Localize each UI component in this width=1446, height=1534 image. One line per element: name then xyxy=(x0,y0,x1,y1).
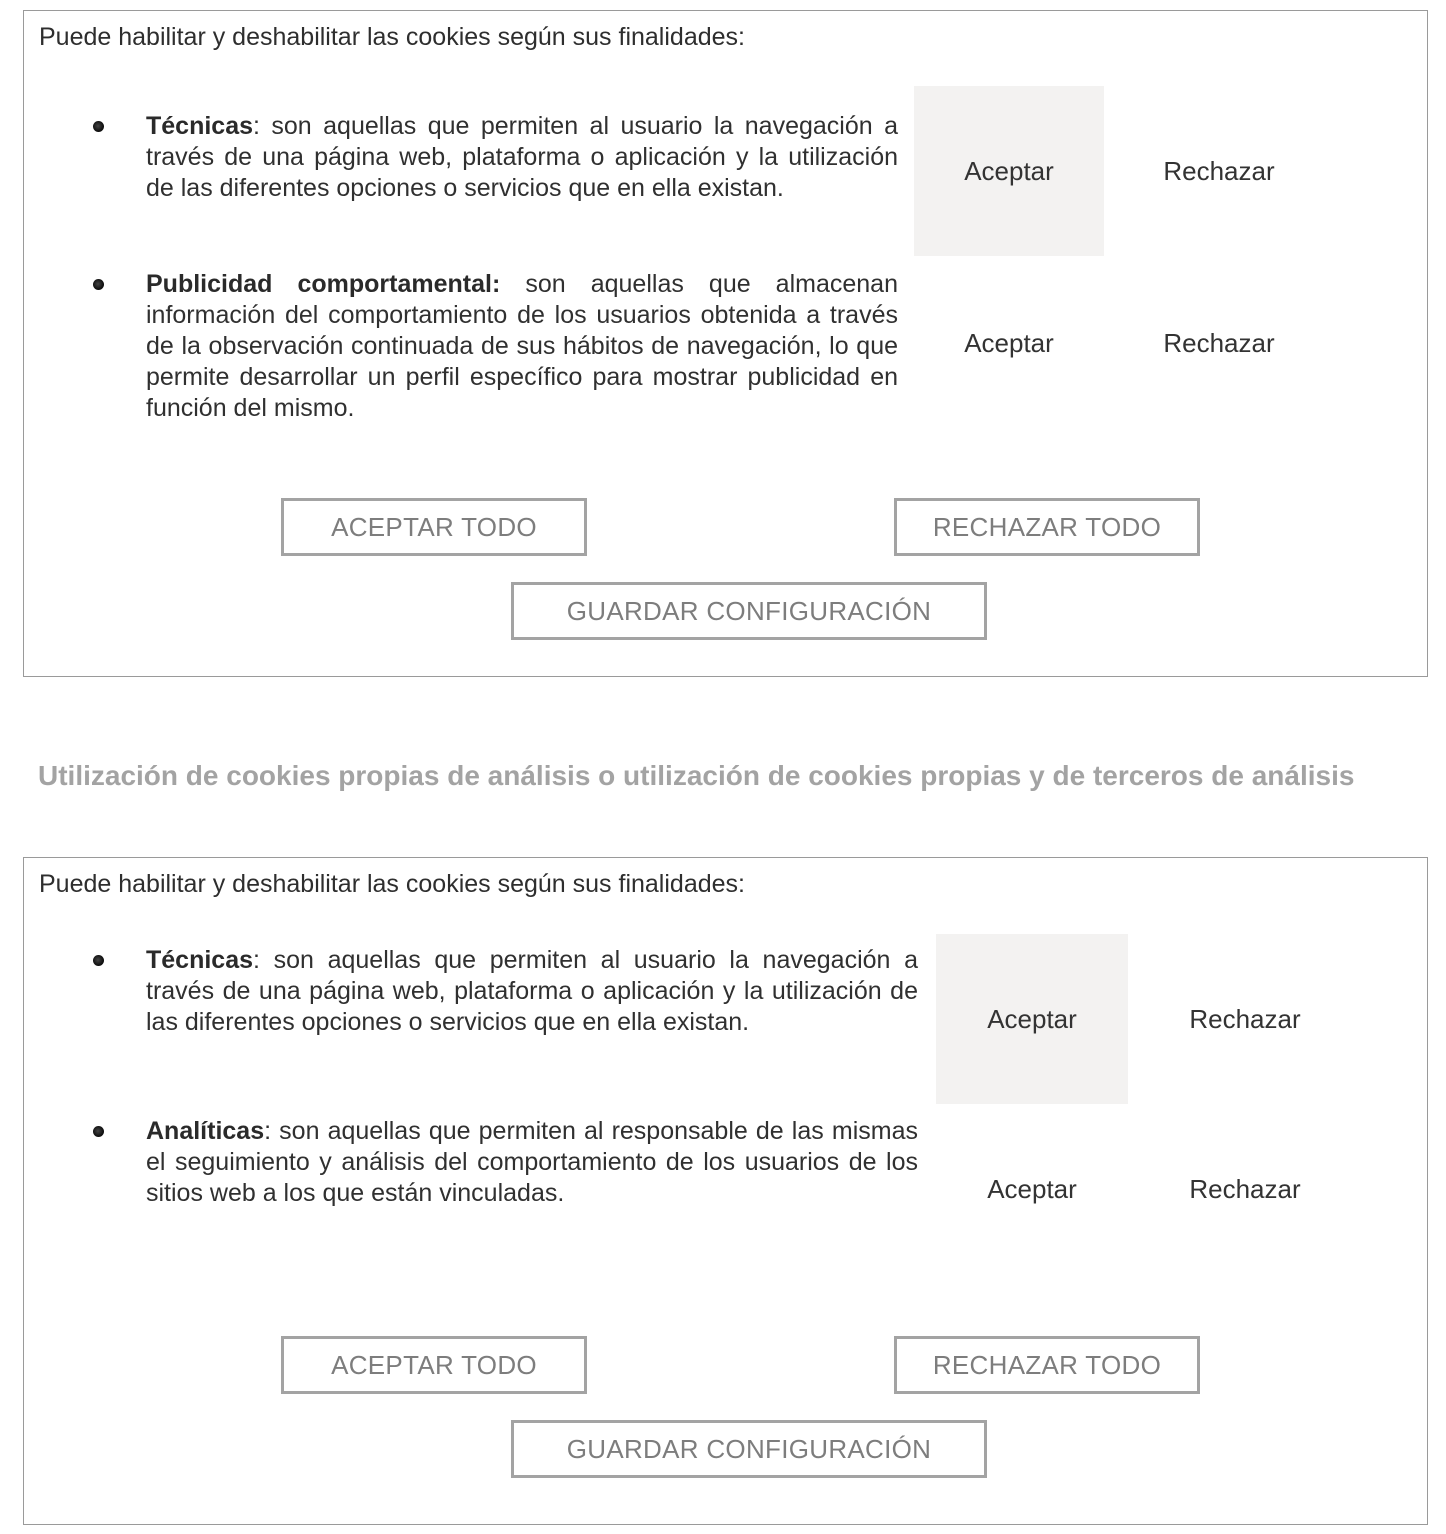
accept-option-publicidad[interactable]: Aceptar xyxy=(964,328,1054,358)
item-title: Publicidad comportamental: xyxy=(146,270,501,298)
cookie-settings-panel-2 xyxy=(23,857,1428,1525)
accept-option-tecnicas[interactable]: Aceptar xyxy=(914,86,1104,256)
item-description: : son aquellas que permiten al usuario la navegación a través de una página web, plataforma o aplicación y la utilización de las diferentes opciones o servicios que en ella existan. xyxy=(146,946,918,1036)
cookie-item-tecnicas xyxy=(146,945,918,1038)
cookie-item-analiticas xyxy=(146,1116,918,1209)
item-title: Técnicas xyxy=(146,112,254,140)
accept-option-analiticas[interactable]: Aceptar xyxy=(987,1173,1077,1204)
accept-option-tecnicas[interactable]: Aceptar xyxy=(936,934,1128,1104)
accept-all-button[interactable]: ACEPTAR TODO xyxy=(281,498,587,556)
reject-option-tecnicas[interactable]: Rechazar xyxy=(1189,1003,1301,1034)
item-description: son aquellas que almacenan información del comportamiento de los usuarios obtenida a través de la observación continuada de sus hábitos de navegación, lo que permite desarrollar un perfil específico para mostrar publicidad en función del mismo. xyxy=(146,270,898,422)
cookie-item-tecnicas xyxy=(146,111,898,204)
item-title: Analíticas xyxy=(146,1117,265,1145)
reject-all-button[interactable]: RECHAZAR TODO xyxy=(894,498,1200,556)
bullet-icon xyxy=(93,1126,104,1137)
reject-option-tecnicas[interactable]: Rechazar xyxy=(1163,155,1275,186)
reject-all-button[interactable]: RECHAZAR TODO xyxy=(894,1336,1200,1394)
save-settings-button[interactable]: GUARDAR CONFIGURACIÓN xyxy=(511,1420,987,1478)
bullet-icon xyxy=(93,279,104,290)
item-description: : son aquellas que permiten al usuario la navegación a través de una página web, plataforma o aplicación y la utilización de las diferentes opciones o servicios que en ella existan. xyxy=(146,112,898,202)
intro-text: Puede habilitar y deshabilitar las cookies según sus finalidades: xyxy=(39,23,745,51)
section-heading: Utilización de cookies propias de análisis o utilización de cookies propias y de terceros de análisis xyxy=(38,760,1355,791)
reject-option-analiticas[interactable]: Rechazar xyxy=(1189,1173,1301,1204)
intro-text: Puede habilitar y deshabilitar las cookies según sus finalidades: xyxy=(39,870,745,898)
reject-option-publicidad[interactable]: Rechazar xyxy=(1163,328,1275,358)
item-description: : son aquellas que permiten al responsable de las mismas el seguimiento y análisis del comportamiento de los usuarios de los sitios web a los que están vinculadas. xyxy=(146,1117,918,1207)
cookie-settings-panel-1 xyxy=(23,10,1428,677)
accept-all-button[interactable]: ACEPTAR TODO xyxy=(281,1336,587,1394)
cookie-item-publicidad xyxy=(146,269,898,424)
bullet-icon xyxy=(93,121,104,132)
save-settings-button[interactable]: GUARDAR CONFIGURACIÓN xyxy=(511,582,987,640)
bullet-icon xyxy=(93,955,104,966)
item-title: Técnicas xyxy=(146,946,254,974)
